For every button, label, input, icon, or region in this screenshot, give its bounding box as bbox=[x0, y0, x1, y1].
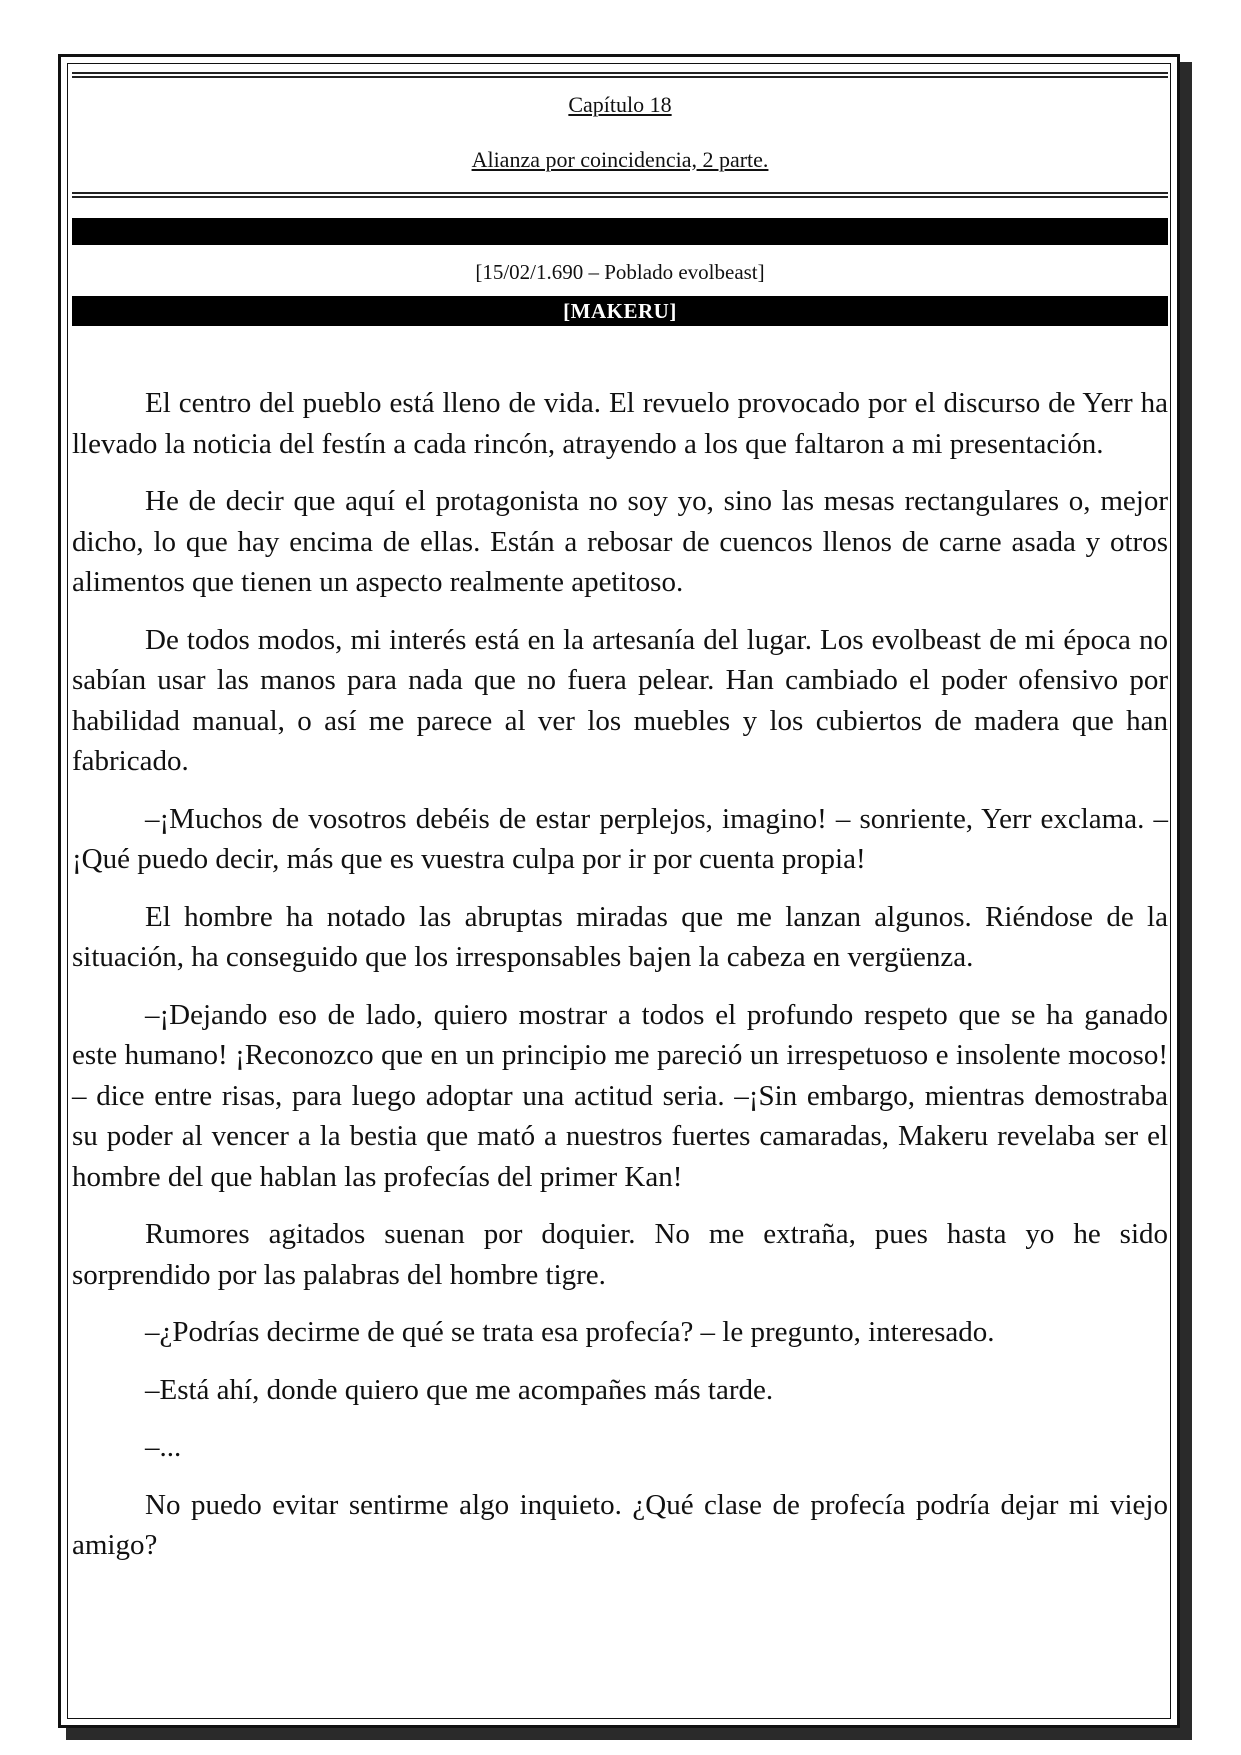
paragraph: –¡Muchos de vosotros debéis de estar perplejos, imagino! – sonriente, Yerr exclama. –¡Qué puedo decir, más que es vuestra culpa por ir por cuenta propia! bbox=[72, 802, 1168, 875]
page-content bbox=[72, 72, 1168, 1583]
paragraph: El hombre ha notado las abruptas miradas que me lanzan algunos. Riéndose de la situación, ha conseguido que los irresponsables bajen la cabeza en vergüenza. bbox=[72, 900, 1168, 973]
chapter-subtitle: Alianza por coincidencia, 2 parte. bbox=[471, 147, 769, 172]
header-bottom-rule bbox=[72, 192, 1168, 198]
section-divider-bar bbox=[72, 218, 1168, 245]
paragraph: He de decir que aquí el protagonista no soy yo, sino las mesas rectangulares o, mejor dicho, lo que hay encima de ellas. Están a rebosar de cuencos llenos de carne asada y otros alimentos que tienen un aspecto realmente apetitoso. bbox=[72, 485, 1168, 598]
pov-banner: [MAKERU] bbox=[72, 296, 1168, 326]
paragraph: Rumores agitados suenan por doquier. No me extraña, pues hasta yo he sido sorprendido por las palabras del hombre tigre. bbox=[72, 1218, 1168, 1291]
paragraph: –¡Dejando eso de lado, quiero mostrar a todos el profundo respeto que se ha ganado este humano! ¡Reconozco que en un principio me pareció un irrespetuoso e insolente mocoso! – dice entre risas, para luego adoptar una actitud seria. –¡Sin embargo, mientras demostraba su poder al vencer a la bestia que mató a nuestros fuertes camaradas, Makeru revelaba ser el hombre del que hablan las profecías del primer Kan! bbox=[72, 998, 1168, 1193]
paragraph: El centro del pueblo está lleno de vida. El revuelo provocado por el discurso de Yerr ha llevado la noticia del festín a cada rincón, atrayendo a los que faltaron a mi presentación. bbox=[72, 387, 1168, 460]
paragraph: –¿Podrías decirme de qué se trata esa profecía? – le pregunto, interesado. bbox=[145, 1316, 995, 1348]
scene-date-location: [15/02/1.690 – Poblado evolbeast] bbox=[475, 260, 765, 284]
paragraph: No puedo evitar sentirme algo inquieto. ¿Qué clase de profecía podría dejar mi viejo amigo? bbox=[72, 1488, 1168, 1561]
header-top-rule bbox=[72, 72, 1168, 78]
paragraph: –... bbox=[145, 1431, 182, 1463]
paragraph: De todos modos, mi interés está en la artesanía del lugar. Los evolbeast de mi época no sabían usar las manos para nada que no fuera pelear. Han cambiado el poder ofensivo por habilidad manual, o así me parece al ver los muebles y los cubiertos de madera que han fabricado. bbox=[72, 623, 1168, 777]
chapter-body bbox=[72, 383, 1168, 1566]
paragraph: –Está ahí, donde quiero que me acompañes más tarde. bbox=[145, 1373, 774, 1406]
chapter-title: Capítulo 18 bbox=[568, 92, 672, 117]
